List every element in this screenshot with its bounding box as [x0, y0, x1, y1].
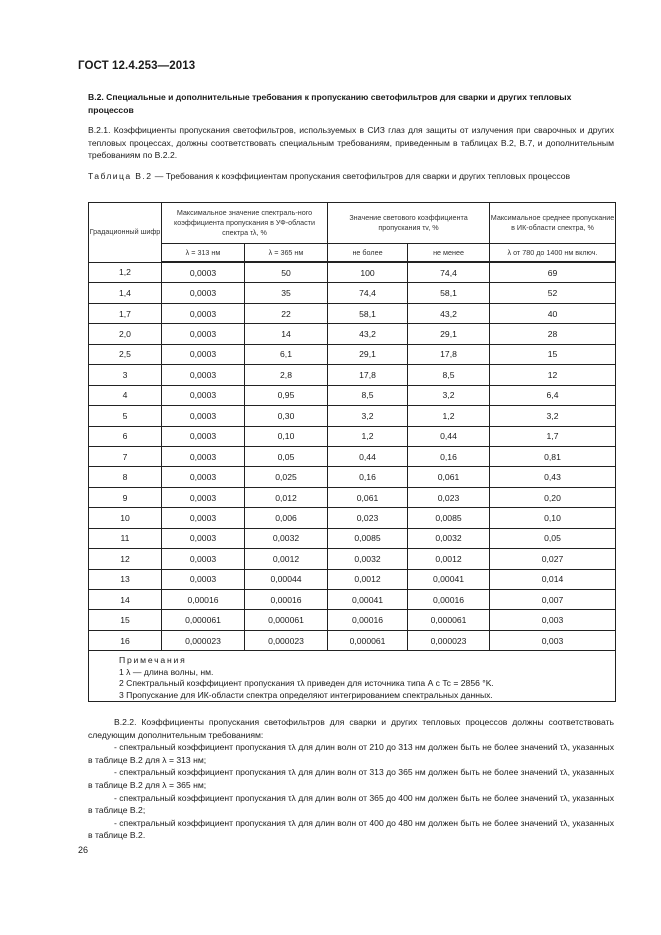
cell-vis-max: 0,000061	[328, 630, 408, 650]
cell-shade: 10	[89, 508, 162, 528]
cell-vis-min: 0,16	[408, 446, 490, 466]
cell-ir: 0,20	[490, 487, 616, 507]
notes-title: Примечания	[119, 655, 187, 666]
cell-shade: 16	[89, 630, 162, 650]
cell-uv-313: 0,0003	[162, 406, 245, 426]
cell-uv-313: 0,0003	[162, 487, 245, 507]
cell-vis-max: 0,00016	[328, 610, 408, 630]
cell-uv-365: 0,10	[245, 426, 328, 446]
cell-vis-min: 0,44	[408, 426, 490, 446]
cell-uv-313: 0,0003	[162, 549, 245, 569]
table-row	[89, 467, 616, 487]
cell-shade: 15	[89, 610, 162, 630]
cell-shade: 7	[89, 446, 162, 466]
table-row	[89, 528, 616, 548]
table-row	[89, 324, 616, 344]
cell-uv-313: 0,0003	[162, 303, 245, 323]
cell-uv-365: 0,0032	[245, 528, 328, 548]
table-row	[89, 426, 616, 446]
cell-vis-min: 0,0085	[408, 508, 490, 528]
table-row	[89, 630, 616, 650]
cell-shade: 2,5	[89, 344, 162, 364]
cell-vis-max: 0,16	[328, 467, 408, 487]
cell-uv-313: 0,0003	[162, 446, 245, 466]
cell-shade: 12	[89, 549, 162, 569]
cell-uv-365: 0,30	[245, 406, 328, 426]
cell-uv-365: 35	[245, 283, 328, 303]
cell-vis-min: 17,8	[408, 344, 490, 364]
cell-ir: 6,4	[490, 385, 616, 405]
note-item: 1 λ — длина волны, нм.	[119, 666, 214, 677]
cell-uv-313: 0,0003	[162, 467, 245, 487]
cell-vis-max: 0,00041	[328, 590, 408, 610]
table-row	[89, 262, 616, 283]
cell-ir: 0,05	[490, 528, 616, 548]
table-row	[89, 590, 616, 610]
cell-uv-365: 0,025	[245, 467, 328, 487]
cell-ir: 0,81	[490, 446, 616, 466]
paragraph-b22	[88, 716, 614, 842]
cell-ir: 0,43	[490, 467, 616, 487]
transmittance-table	[88, 202, 616, 702]
cell-shade: 1,7	[89, 303, 162, 323]
requirement-item: - спектральный коэффициент пропускания τλ для длин волн от 313 до 365 нм должен быть не более значений τλ, указанных в таблице В.2 для λ = 365 нм;	[88, 767, 614, 790]
cell-vis-min: 0,00041	[408, 569, 490, 589]
cell-uv-313: 0,0003	[162, 528, 245, 548]
cell-vis-min: 0,0012	[408, 549, 490, 569]
cell-uv-365: 14	[245, 324, 328, 344]
cell-vis-max: 0,44	[328, 446, 408, 466]
cell-ir: 0,007	[490, 590, 616, 610]
table-caption	[88, 170, 614, 183]
requirement-item: - спектральный коэффициент пропускания τλ для длин волн от 210 до 313 нм должен быть не более значений τλ, указанных в таблице В.2 для λ = 313 нм;	[88, 742, 614, 765]
cell-vis-max: 58,1	[328, 303, 408, 323]
cell-uv-313: 0,000023	[162, 630, 245, 650]
cell-uv-313: 0,0003	[162, 365, 245, 385]
table-caption-lead: Таблица В.2	[88, 171, 153, 181]
page-number: 26	[78, 845, 89, 855]
header-ir: Максимальное среднее пропускание в ИК-области спектра, %	[490, 203, 616, 244]
cell-vis-max: 100	[328, 262, 408, 283]
table-row	[89, 508, 616, 528]
cell-ir: 0,003	[490, 610, 616, 630]
cell-vis-min: 1,2	[408, 406, 490, 426]
cell-uv-365: 0,95	[245, 385, 328, 405]
cell-uv-365: 0,000023	[245, 630, 328, 650]
cell-shade: 1,4	[89, 283, 162, 303]
cell-vis-max: 43,2	[328, 324, 408, 344]
cell-uv-313: 0,0003	[162, 262, 245, 283]
subheader-vis-min: не менее	[408, 244, 490, 263]
cell-vis-min: 0,061	[408, 467, 490, 487]
cell-vis-max: 8,5	[328, 385, 408, 405]
cell-ir: 40	[490, 303, 616, 323]
cell-ir: 1,7	[490, 426, 616, 446]
cell-ir: 0,014	[490, 569, 616, 589]
requirement-item: - спектральный коэффициент пропускания τλ для длин волн от 365 до 400 нм должен быть не более значений τλ, указанных в таблице В.2;	[88, 792, 614, 816]
cell-shade: 1,2	[89, 262, 162, 283]
section-title: B.2. Специальные и дополнительные требования к пропусканию светофильтров для сварки и других тепловых процессов	[88, 92, 572, 115]
cell-vis-min: 0,0032	[408, 528, 490, 548]
requirement-item: - спектральный коэффициент пропускания τλ для длин волн от 400 до 480 нм должен быть не более значений τλ, указанных в таблице В.2.	[88, 817, 614, 841]
subheader-vis-max: не более	[328, 244, 408, 263]
cell-vis-max: 29,1	[328, 344, 408, 364]
cell-uv-313: 0,0003	[162, 569, 245, 589]
cell-vis-max: 0,023	[328, 508, 408, 528]
table-row	[89, 610, 616, 630]
table-row	[89, 406, 616, 426]
cell-vis-max: 1,2	[328, 426, 408, 446]
note-item: 3 Пропускание для ИК-области спектра определяют интегрированием спектральных данных.	[119, 689, 493, 700]
cell-uv-313: 0,0003	[162, 324, 245, 344]
table-row	[89, 385, 616, 405]
table-notes	[89, 651, 616, 702]
paragraph-b21: В.2.1. Коэффициенты пропускания светофильтров, используемых в СИЗ глаз для защиты от излучения при сварочных и других тепловых процессах, должны соответствовать специальным требованиям, приведенным в таблицах В.2, В.7, и дополнительным требованиям по В.2.2.	[88, 125, 614, 161]
cell-uv-365: 0,00044	[245, 569, 328, 589]
cell-shade: 11	[89, 528, 162, 548]
cell-shade: 14	[89, 590, 162, 610]
paragraph-b22-intro: В.2.2. Коэффициенты пропускания светофильтров для сварки и других тепловых процессов должны соответствовать следующим дополнительным требованиям:	[88, 717, 614, 740]
cell-vis-min: 58,1	[408, 283, 490, 303]
cell-ir: 52	[490, 283, 616, 303]
document-header: ГОСТ 12.4.253—2013	[78, 60, 196, 72]
cell-uv-365: 0,012	[245, 487, 328, 507]
cell-vis-min: 0,023	[408, 487, 490, 507]
cell-vis-max: 0,0032	[328, 549, 408, 569]
cell-shade: 4	[89, 385, 162, 405]
cell-uv-365: 50	[245, 262, 328, 283]
cell-shade: 8	[89, 467, 162, 487]
cell-uv-365: 2,8	[245, 365, 328, 385]
cell-uv-365: 0,0012	[245, 549, 328, 569]
header-visible: Значение светового коэффициента пропускания τv, %	[328, 203, 490, 244]
cell-ir: 0,003	[490, 630, 616, 650]
table-row	[89, 365, 616, 385]
cell-vis-min: 43,2	[408, 303, 490, 323]
cell-uv-365: 0,006	[245, 508, 328, 528]
subheader-ir: λ от 780 до 1400 нм включ.	[490, 244, 616, 263]
cell-shade: 13	[89, 569, 162, 589]
table-row	[89, 303, 616, 323]
cell-uv-313: 0,000061	[162, 610, 245, 630]
cell-ir: 28	[490, 324, 616, 344]
cell-vis-min: 3,2	[408, 385, 490, 405]
note-item: 2 Спектральный коэффициент пропускания τλ приведен для источника типа А с Tc = 2856 °K.	[119, 678, 494, 689]
cell-vis-min: 0,000023	[408, 630, 490, 650]
table-caption-text: — Требования к коэффициентам пропускания светофильтров для сварки и других тепловых процессов	[152, 171, 571, 181]
cell-vis-max: 3,2	[328, 406, 408, 426]
subheader-uv-313: λ = 313 нм	[162, 244, 245, 263]
cell-ir: 0,027	[490, 549, 616, 569]
cell-vis-max: 17,8	[328, 365, 408, 385]
cell-ir: 15	[490, 344, 616, 364]
cell-ir: 3,2	[490, 406, 616, 426]
table-row	[89, 487, 616, 507]
header-shade: Градационный шифр	[89, 203, 162, 263]
table-row	[89, 549, 616, 569]
subheader-uv-365: λ = 365 нм	[245, 244, 328, 263]
cell-uv-313: 0,0003	[162, 385, 245, 405]
cell-uv-365: 22	[245, 303, 328, 323]
table-row	[89, 569, 616, 589]
cell-uv-365: 6,1	[245, 344, 328, 364]
cell-uv-365: 0,000061	[245, 610, 328, 630]
cell-shade: 2,0	[89, 324, 162, 344]
cell-uv-313: 0,0003	[162, 508, 245, 528]
cell-vis-min: 8,5	[408, 365, 490, 385]
table-row	[89, 344, 616, 364]
cell-uv-313: 0,00016	[162, 590, 245, 610]
cell-vis-max: 74,4	[328, 283, 408, 303]
cell-ir: 0,10	[490, 508, 616, 528]
cell-vis-min: 29,1	[408, 324, 490, 344]
cell-shade: 9	[89, 487, 162, 507]
cell-vis-max: 0,0012	[328, 569, 408, 589]
cell-shade: 6	[89, 426, 162, 446]
cell-vis-min: 0,00016	[408, 590, 490, 610]
cell-uv-313: 0,0003	[162, 283, 245, 303]
cell-vis-max: 0,0085	[328, 528, 408, 548]
cell-shade: 5	[89, 406, 162, 426]
cell-ir: 12	[490, 365, 616, 385]
cell-uv-313: 0,0003	[162, 426, 245, 446]
cell-vis-min: 74,4	[408, 262, 490, 283]
table-row	[89, 283, 616, 303]
cell-shade: 3	[89, 365, 162, 385]
table-row	[89, 446, 616, 466]
cell-ir: 69	[490, 262, 616, 283]
cell-uv-365: 0,00016	[245, 590, 328, 610]
cell-uv-313: 0,0003	[162, 344, 245, 364]
cell-vis-max: 0,061	[328, 487, 408, 507]
cell-vis-min: 0,000061	[408, 610, 490, 630]
cell-uv-365: 0,05	[245, 446, 328, 466]
header-uv: Максимальное значение спектраль-ного коэффициента пропускания в УФ-области спектра τλ, %	[162, 203, 328, 244]
